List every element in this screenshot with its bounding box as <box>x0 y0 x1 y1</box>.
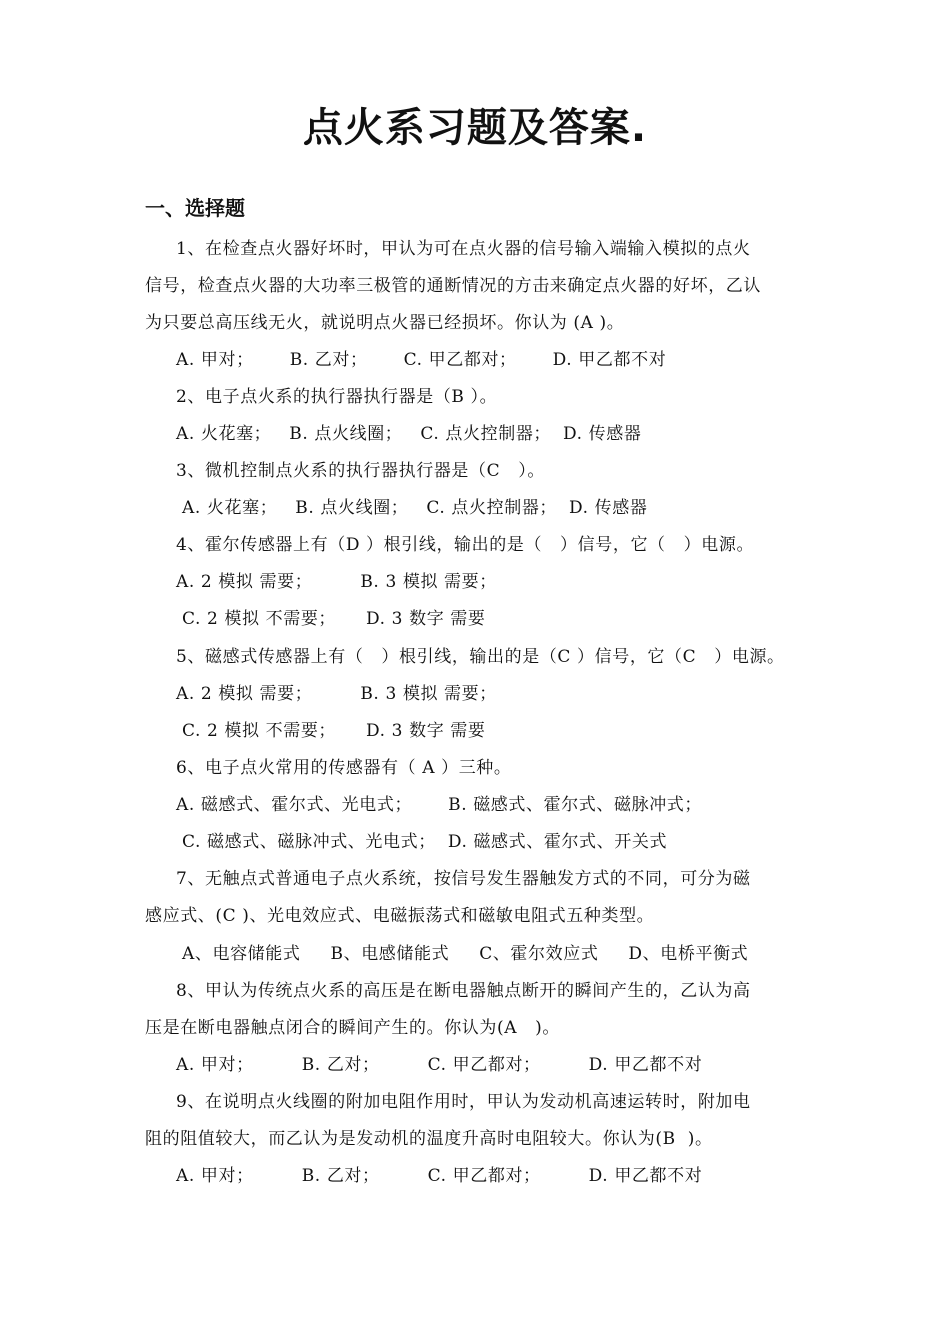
question-6-options: C. 磁感式、磁脉冲式、光电式； D. 磁感式、霍尔式、开关式 <box>176 832 668 852</box>
question-1-text: 1、在检查点火器好坏时，甲认为可在点火器的信号输入端输入模拟的点火 <box>176 239 751 259</box>
question-5-options: C. 2 模拟 不需要； D. 3 数字 需要 <box>176 721 486 741</box>
question-1-options: A. 甲对； B. 乙对； C. 甲乙都对； D. 甲乙都不对 <box>176 350 667 370</box>
question-9-options: A. 甲对； B. 乙对； C. 甲乙都对； D. 甲乙都不对 <box>176 1166 703 1186</box>
section-heading: 一、选择题 <box>145 196 245 220</box>
question-7-options: A、电容储能式 B、电感储能式 C、霍尔效应式 D、电桥平衡式 <box>176 944 749 964</box>
question-3-options: A. 火花塞； B. 点火线圈； C. 点火控制器； D. 传感器 <box>176 498 648 518</box>
question-3-text: 3、微机控制点火系的执行器执行器是（C ）。 <box>176 461 545 481</box>
question-7-text: 7、无触点式普通电子点火系统，按信号发生器触发方式的不同，可分为磁 <box>176 869 751 889</box>
question-8-text: 8、甲认为传统点火系的高压是在断电器触点断开的瞬间产生的，乙认为高 <box>176 981 751 1001</box>
question-4-text: 4、霍尔传感器上有（D ）根引线，输出的是（ ）信号，它（ ）电源。 <box>176 535 755 555</box>
question-9-text: 阻的阻值较大，而乙认为是发动机的温度升高时电阻较大。你认为(B )。 <box>145 1129 713 1149</box>
question-6-text: 6、电子点火常用的传感器有（ A ）三种。 <box>176 758 512 778</box>
question-6-options: A. 磁感式、霍尔式、光电式； B. 磁感式、霍尔式、磁脉冲式； <box>176 795 703 815</box>
question-7-text: 感应式、(C )、光电效应式、电磁振荡式和磁敏电阻式五种类型。 <box>145 906 655 926</box>
question-1-text: 信号，检查点火器的大功率三极管的通断情况的方击来确定点火器的好坏，乙认 <box>145 276 761 296</box>
question-9-text: 9、在说明点火线圈的附加电阻作用时，甲认为发动机高速运转时，附加电 <box>176 1092 751 1112</box>
question-8-options: A. 甲对； B. 乙对； C. 甲乙都对； D. 甲乙都不对 <box>176 1055 703 1075</box>
question-5-options: A. 2 模拟 需要； B. 3 模拟 需要； <box>176 684 497 704</box>
question-2-text: 2、电子点火系的执行器执行器是（B ）。 <box>176 387 498 407</box>
question-4-options: A. 2 模拟 需要； B. 3 模拟 需要； <box>176 572 497 592</box>
question-5-text: 5、磁感式传感器上有（ ）根引线，输出的是（C ）信号，它（C ）电源。 <box>176 647 785 667</box>
question-8-text: 压是在断电器触点闭合的瞬间产生的。你认为(A )。 <box>145 1018 560 1038</box>
question-1-text: 为只要总高压线无火，就说明点火器已经损坏。你认为 (A )。 <box>145 313 625 333</box>
document-title: 点火系习题及答案. <box>302 105 648 151</box>
question-2-options: A. 火花塞； B. 点火线圈； C. 点火控制器； D. 传感器 <box>176 424 642 444</box>
question-4-options: C. 2 模拟 不需要； D. 3 数字 需要 <box>176 609 486 629</box>
